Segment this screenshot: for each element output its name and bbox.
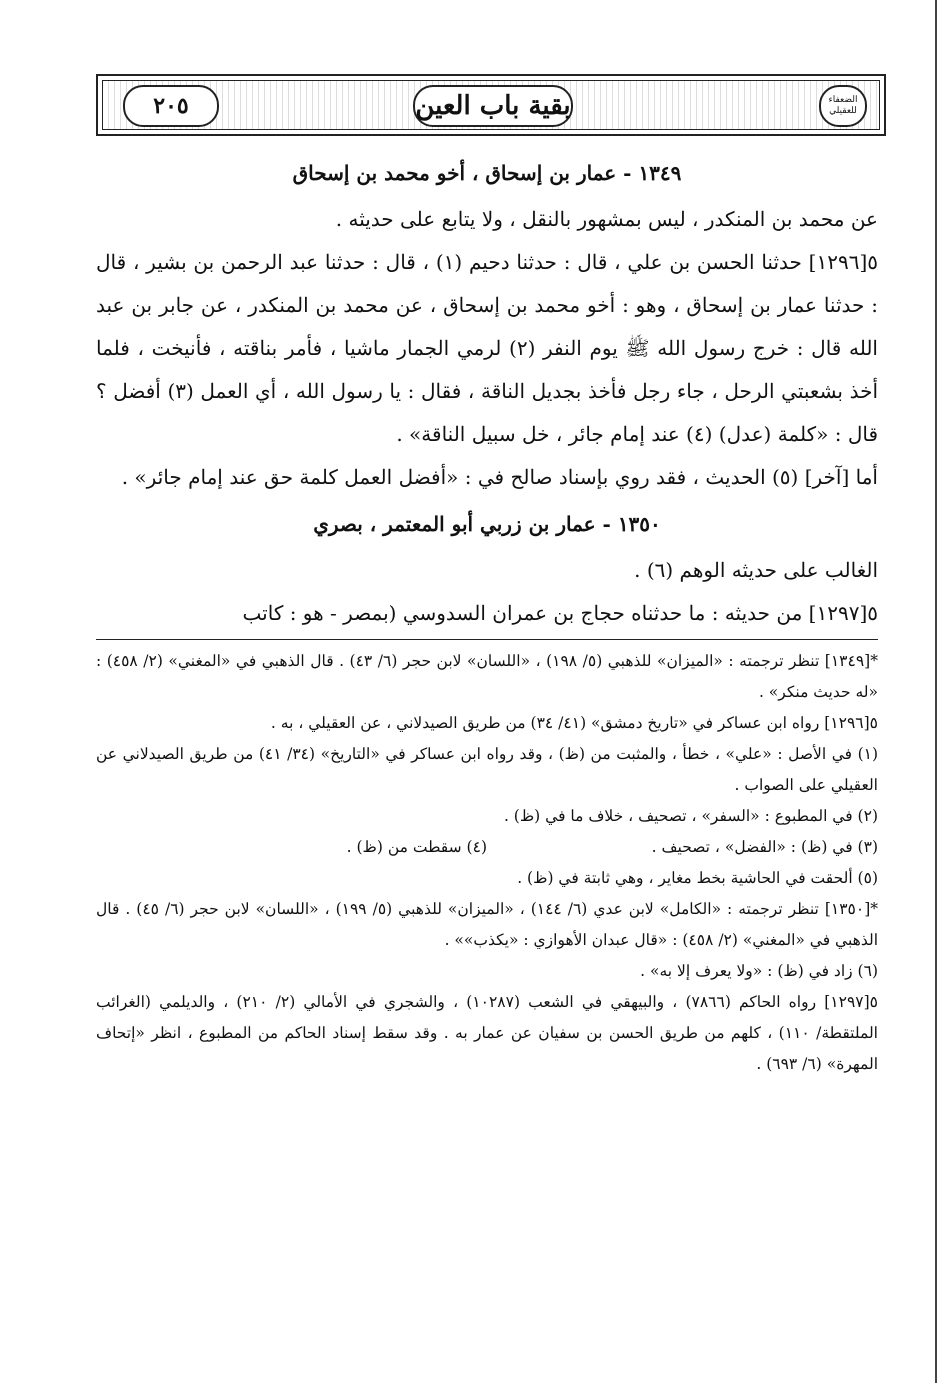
footnote-2: (٢) في المطبوع : «السفر» ، تصحيف ، خلاف ما في (ظ) . [503,807,878,825]
hadith-1296: ٥[١٢٩٦] حدثنا الحسن بن علي ، قال : حدثنا دحيم (١) ، قال : حدثنا عبد الرحمن بن بشير ، قال : حدثنا عمار بن إسحاق ، وهو : أخو محمد بن إسحاق ، عن محمد بن المنكدر ، عن جابر بن عبد الله قال : خرج رسول الله ﷺ يوم النفر (٢) لرمي الجمار ماشيا ، فأمر بناقته ، فأنيخت ، فلما أخذ بشعبتي الرحل ، جاء رجل فأخذ بجديل الناقة ، فقال : يا رسول الله ، أي العمل (٣) أفضل ؟ قال : «كلمة (عدل) (٤) عند إمام جائر ، خل سبيل الناقة» . [96,250,878,446]
footnote-1: (١) في الأصل : «علي» ، خطأ ، والمثبت من (ظ) ، وقد رواه ابن عساكر في «التاريخ» (٣٤/ ٤١) من طريق الصيدلاني عن العقيلي على الصواب . [96,745,879,794]
footnote-3: (٣) في (ظ) : «الفضل» ، تصحيف . [651,838,878,856]
entry-title-1349: ١٣٤٩ - عمار بن إسحاق ، أخو محمد بن إسحاق [292,161,682,185]
page-edge-line [935,0,937,1383]
footnote-5: (٥) ألحقت في الحاشية بخط مغاير ، وهي ثابتة في (ظ) . [517,869,878,887]
footnote-bio-1349: *[١٣٤٩] تنظر ترجمته : «الميزان» للذهبي (٥/ ١٩٨) ، «اللسان» لابن حجر (٦/ ٤٣) . قال الذهبي في «المغني» (٢/ ٤٥٨) : «له حديث منكر» . [96,652,878,701]
footnote-row-3-4 [96,832,878,863]
entry-description-1349: عن محمد بن المنكدر ، ليس بمشهور بالنقل ، ولا يتابع على حديثه . [335,207,878,231]
running-title-text: بقية باب العين [415,91,571,121]
footnote-6: (٦) زاد في (ظ) : «ولا يعرف إلا به» . [640,962,878,980]
footnote-4: (٤) سقطت من (ظ) . [346,838,487,856]
footnote-bio-1350: *[١٣٥٠] تنظر ترجمته : «الكامل» لابن عدي (٦/ ١٤٤) ، «الميزان» للذهبي (٥/ ١٩٩) ، «اللسان» لابن حجر (٦/ ٤٥) . قال الذهبي في «المغني» (٢/ ٤٥٨) : «قال عبدان الأهوازي : «يكذب»» . [96,900,878,949]
header-ornament-band [102,80,880,130]
page-header [96,74,886,136]
hadith-1297: ٥[١٢٩٧] من حديثه : ما حدثناه حجاج بن عمران السدوسي (بمصر - هو : كاتب [242,601,878,625]
running-title [413,85,573,127]
page-number [123,85,219,127]
book-logo [819,85,867,127]
hadith-1296-comment: أما [آخر] (٥) الحديث ، فقد روي بإسناد صالح في : «أفضل العمل كلمة حق عند إمام جائر» . [121,465,878,489]
footnote-separator [96,639,878,640]
entry-title-1350: ١٣٥٠ - عمار بن زربي أبو المعتمر ، بصري [313,512,661,536]
page-body [96,148,878,1080]
entry-description-1350: الغالب على حديثه الوهم (٦) . [634,558,878,582]
footnote-hadith-1296: ٥[١٢٩٦] رواه ابن عساكر في «تاريخ دمشق» (٤١/ ٣٤) من طريق الصيدلاني ، عن العقيلي ، به . [270,714,878,732]
footnote-hadith-1297: ٥[١٢٩٧] رواه الحاكم (٧٨٦٦) ، والبيهقي في الشعب (١٠٢٨٧) ، والشجري في الأمالي (٢/ ٢١٠) ، والديلمي (الغرائب الملتقطة/ ١١٠) ، كلهم من طريق الحسن بن سفيان عن عمار به . وقد سقط إسناد الحاكم من المطبوع ، انظر «إتحاف المهرة» (٦/ ٦٩٣) . [96,993,878,1073]
page-number-text: ٢٠٥ [153,93,189,119]
book-logo-text: الضعفاء للعقيلي [828,95,858,116]
